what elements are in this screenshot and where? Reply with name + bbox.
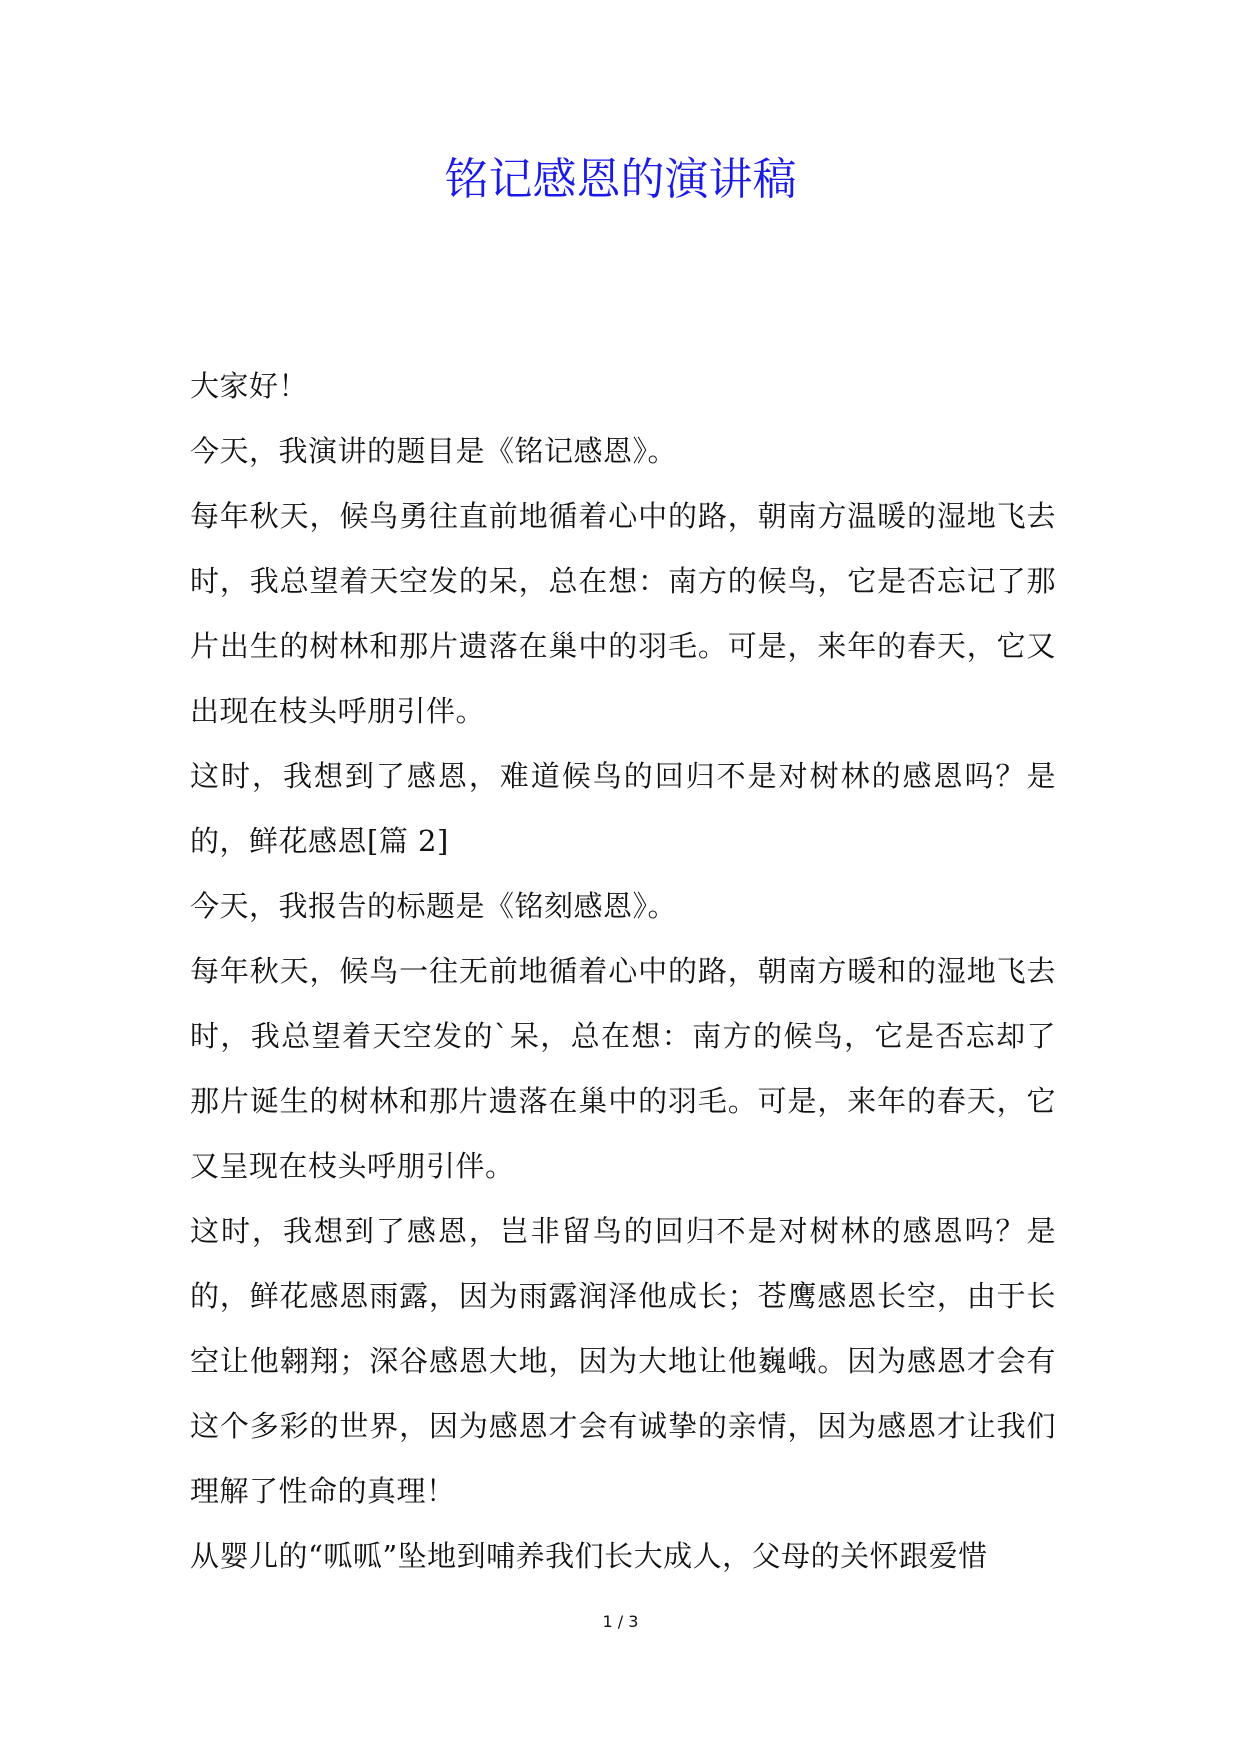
paragraph: 这时，我想到了感恩，难道候鸟的回归不是对树林的感恩吗？是的，鲜花感恩[篇 2] xyxy=(190,759,1056,858)
paragraph: 今天，我报告的标题是《铭刻感恩》。 xyxy=(190,889,678,923)
paragraph: 从婴儿的“呱呱”坠地到哺养我们长大成人，父母的关怀跟爱惜 xyxy=(190,1539,988,1573)
document-body xyxy=(190,354,1056,1589)
paragraph: 今天，我演讲的题目是《铭记感恩》。 xyxy=(190,434,678,468)
document-title: 铭记感恩的演讲稿 xyxy=(444,154,797,205)
paragraph: 每年秋天，候鸟一往无前地循着心中的路，朝南方暖和的湿地飞去时，我总望着天空发的`呆，总在想：南方的候鸟，它是否忘却了那片诞生的树林和那片遗落在巢中的羽毛。可是，来年的春天，它又呈现在枝头呼朋引伴。 xyxy=(190,954,1056,1183)
page-number: 1 / 3 xyxy=(602,1612,639,1631)
paragraph: 这时，我想到了感恩，岂非留鸟的回归不是对树林的感恩吗？是的，鲜花感恩雨露，因为雨露润泽他成长；苍鹰感恩长空，由于长空让他翱翔；深谷感恩大地，因为大地让他巍峨。因为感恩才会有这个多彩的世界，因为感恩才会有诚挚的亲情，因为感恩才让我们理解了性命的真理！ xyxy=(190,1214,1056,1508)
paragraph: 每年秋天，候鸟勇往直前地循着心中的路，朝南方温暖的湿地飞去时，我总望着天空发的呆，总在想：南方的候鸟，它是否忘记了那片出生的树林和那片遗落在巢中的羽毛。可是，来年的春天，它又出现在枝头呼朋引伴。 xyxy=(190,499,1056,728)
paragraph: 大家好！ xyxy=(190,369,309,403)
